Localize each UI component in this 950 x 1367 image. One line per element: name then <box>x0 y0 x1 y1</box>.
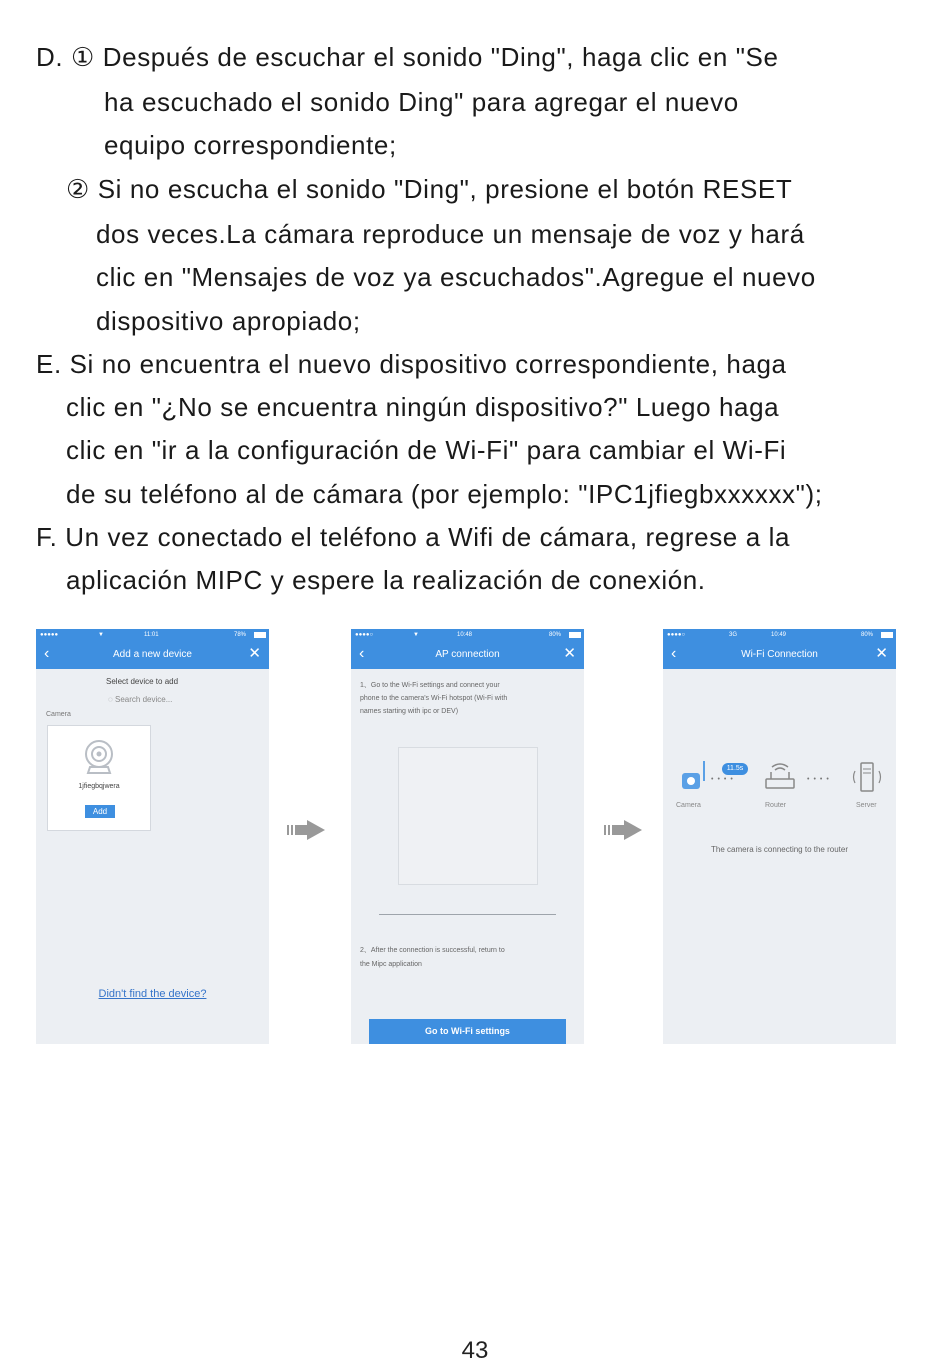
camera-icon <box>677 759 707 797</box>
nav-title: Add a new device <box>113 649 192 660</box>
arrow-right-icon <box>287 820 327 840</box>
status-bar <box>351 629 584 641</box>
step-1-line-1: 1、Go to the Wi-Fi settings and connect your <box>360 682 500 689</box>
select-device-label: Select device to add <box>106 677 179 686</box>
step-e-line-1: E. Si no encuentra el nuevo dispositivo correspondiente, haga <box>36 349 787 379</box>
server-label: Server <box>856 802 877 809</box>
status-time: 10:48 <box>457 632 473 638</box>
wifi-icon: ▼ <box>413 632 419 638</box>
signal-indicator: ●●●●○ <box>667 632 686 638</box>
add-device-button[interactable]: Add <box>85 805 115 818</box>
step-d-line-2: ha escuchado el sonido Ding" para agregar el nuevo <box>104 87 739 117</box>
back-icon[interactable]: ‹ <box>44 645 50 662</box>
server-icon <box>849 759 885 797</box>
back-icon[interactable]: ‹ <box>671 645 677 662</box>
screenshot-wifi-connection <box>663 629 896 1044</box>
step-d-line-3: equipo correspondiente; <box>104 130 397 160</box>
step-2-line-2: the Mipc application <box>360 961 422 968</box>
nav-bar <box>351 641 584 669</box>
screenshot-add-device <box>36 629 269 1044</box>
camera-section-label: Camera <box>46 711 71 718</box>
status-time: 10:49 <box>771 632 787 638</box>
step-d2-line-2: dos veces.La cámara reproduce un mensaje de voz y hará <box>96 219 805 249</box>
timer-badge: 11.5s <box>722 763 748 775</box>
step-d2-line-1: ② Si no escucha el sonido "Ding", presione el botón RESET <box>66 174 793 204</box>
status-bar <box>36 629 269 641</box>
connection-status-message: The camera is connecting to the router <box>711 845 848 854</box>
battery-icon <box>254 632 266 638</box>
battery-icon <box>569 632 581 638</box>
wifi-icon: ▼ <box>98 632 104 638</box>
camera-icon <box>79 736 119 776</box>
step-d2-line-3: clic en "Mensajes de voz ya escuchados".Agregue el nuevo <box>96 262 816 292</box>
connection-dots: •••• <box>711 776 737 783</box>
step-d2-line-4: dispositivo apropiado; <box>96 306 361 336</box>
page-number: 43 <box>461 1337 489 1364</box>
go-to-wifi-settings-button[interactable]: Go to Wi-Fi settings <box>369 1019 566 1044</box>
back-icon[interactable]: ‹ <box>359 645 365 662</box>
battery-percent: 80% <box>549 632 562 638</box>
arrow-right-icon <box>604 820 644 840</box>
close-icon[interactable]: ✕ <box>875 645 888 662</box>
step-f-line-1: F. Un vez conectado el teléfono a Wifi de cámara, regrese a la <box>36 522 791 552</box>
status-time: 11:01 <box>144 632 159 638</box>
step-e-line-2: clic en "¿No se encuentra ningún dispositivo?" Luego haga <box>66 392 780 422</box>
step-f-line-2: aplicación MIPC y espere la realización de conexión. <box>66 565 706 595</box>
loading-icon: ◌ <box>108 695 113 704</box>
nav-title: AP connection <box>435 649 500 660</box>
nav-title: Wi-Fi Connection <box>741 649 818 660</box>
screenshot-ap-connection <box>351 629 584 1044</box>
signal-indicator: ●●●●● <box>40 632 59 638</box>
router-label: Router <box>765 802 787 809</box>
camera-label: Camera <box>676 802 701 809</box>
step-2-line-1: 2、After the connection is successful, return to <box>360 947 505 954</box>
step-e-line-3: clic en "ir a la configuración de Wi-Fi" para cambiar el Wi-Fi <box>66 435 787 465</box>
signal-indicator: ●●●●○ <box>355 632 374 638</box>
status-bar <box>663 629 896 641</box>
nav-bar <box>663 641 896 669</box>
step-e-line-4: de su teléfono al de cámara (por ejemplo: "IPC1jfiegbxxxxxx"); <box>66 479 823 509</box>
device-card[interactable] <box>47 725 151 831</box>
battery-percent: 80% <box>861 632 874 638</box>
nav-bar <box>36 641 269 669</box>
search-device-row <box>108 695 172 705</box>
connection-dots: •••• <box>807 776 833 783</box>
battery-icon <box>881 632 893 638</box>
step-d-line-1: D. ① Después de escuchar el sonido "Ding", haga clic en "Se <box>36 42 779 72</box>
step-1-line-2: phone to the camera's Wi-Fi hotspot (Wi-Fi with <box>360 695 508 702</box>
wifi-settings-image <box>398 747 538 885</box>
router-icon <box>762 759 798 797</box>
close-icon[interactable]: ✕ <box>248 645 261 662</box>
close-icon[interactable]: ✕ <box>563 645 576 662</box>
divider <box>379 914 556 915</box>
step-1-line-3: names starting with ipc or DEV) <box>360 708 459 715</box>
didnt-find-device-link[interactable]: Didn't find the device? <box>98 988 207 1000</box>
device-name: 1jfiegbqjwera <box>78 783 120 790</box>
network-type: 3G <box>729 632 738 638</box>
search-device-text: Search device... <box>115 695 173 704</box>
battery-percent: 78% <box>234 632 247 638</box>
